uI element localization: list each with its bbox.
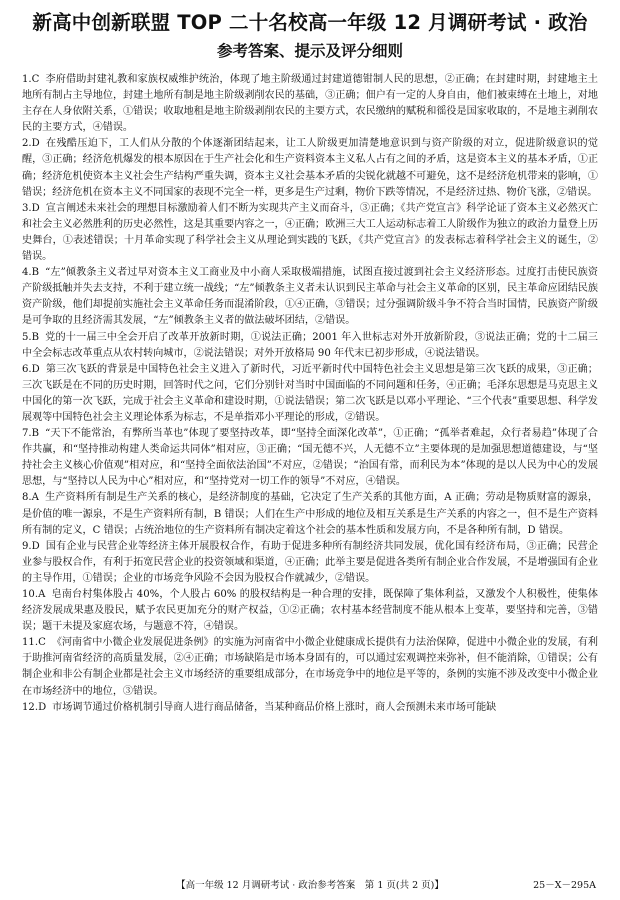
page-title: 新高中创新联盟 TOP 二十名校高一年级 12 月调研考试 · 政治 xyxy=(32,11,588,34)
answer-item-choice: D xyxy=(31,202,40,214)
answer-item-choice: B xyxy=(31,331,40,343)
answer-item-choice: D xyxy=(38,701,47,713)
answer-item-number: 12. xyxy=(22,701,39,713)
answer-item xyxy=(22,201,598,265)
answer-item-explanation: “左”倾教条主义者过早对资本主义工商业及中小商人采取极端措施，试图直接过渡到社会主义经济形态。过度打击使民族资产阶级抵触并失去支持，不利于建立统一战线；“左”倾教条主义者未认识到民主革命与社会主义革命的区别，民主革命应团结民族资产阶级，他们却提前实施社会主义革命任务而混淆阶段，①④正确，③错误；过分强调阶级斗争不符合当时国情，民族资产阶级是可争取的且经济需其发展，“左”倾教条主义者的做法破坏团结，②错误。 xyxy=(22,267,598,327)
answer-item-number: 4. xyxy=(22,267,32,279)
answer-item-explanation: 皂南台村集体股占 40%，个人股占 60% 的股权结构是一种合理的安排，既保障了集体利益，又激发个人积极性，使集体经济发展成果惠及股民，赋予农民更加充分的财产权益，①②正确；农村基本经营制度不能从根本上变革，要坚持和完善，③错误；题干未提及家庭农场，与题意不符，④错误。 xyxy=(22,589,598,633)
answer-item-number: 9. xyxy=(22,540,32,552)
answer-item-choice: C xyxy=(38,637,46,649)
answer-item xyxy=(22,426,598,490)
answer-item xyxy=(22,362,598,426)
answer-item-number: 8. xyxy=(22,492,32,504)
answer-item-explanation: 在残酷压迫下，工人们从分散的个体逐渐团结起来，让工人阶级更加清楚地意识到与资产阶级的对立，促进阶级意识的觉醒，③正确；经济危机爆发的根本原因在于生产社会化和生产资料资本主义私人占有之间的矛盾，这是资本主义的基本矛盾，①正确；经济危机使资本主义社会生产结构严重失调，资本主义社会基本矛盾的尖锐化就越不可避免，这不是经济危机带来的影响，①错误；经济危机在资本主义不同国家的表现不完全一样，更多是生产过剩，物价下跌等情况，不是经济过热、物价飞涨，②错误。 xyxy=(22,138,598,198)
page-subtitle: 参考答案、提示及评分细则 xyxy=(216,42,403,60)
answer-item-explanation: 第三次飞跃的背景是中国特色社会主义进入了新时代，习近平新时代中国特色社会主义思想是第三次飞跃的成果，③正确；三次飞跃是在不同的历史时期，回答时代之问，它们分别针对当时中国面临的不同问题和任务，④正确；毛泽东思想是马克思主义中国化的第一次飞跃，完成于社会主义革命和建设时期，①说法错误；第二次飞跃是以邓小平理论、“三个代表”重要思想、科学发展观等中国特色社会主义理论体系为标志，不是单指邓小平理论的形成，②错误。 xyxy=(22,363,598,423)
answer-item-choice: A xyxy=(38,589,46,600)
answer-item-explanation: 宣言阐述未来社会的理想目标激励着人们不断为实现共产主义而奋斗，③正确；《共产党宣言》科学论证了资本主义必然灭亡和社会主义必然胜利的历史必然性，这是其重要内容之一，④正确；欧洲三大工人运动标志着工人阶级作为独立的政治力量登上历史舞台，①表述错误；十月革命实现了科学社会主义从理论到实践的飞跃，《共产党宣言》的发表标志着科学社会主义的诞生，②错误。 xyxy=(22,202,598,263)
answer-item-explanation: 《河南省中小微企业发展促进条例》的实施为河南省中小微企业健康成长提供有力法治保障，促进中小微企业的发展，有利于助推河南省经济的高质量发展，②④正确；市场缺陷是市场本身固有的，可以通过宏观调控来弥补，但不能消除，①错误；公有制企业和非公有制企业都是社会主义市场经济的重要组成部分，在市场竞争中的地位是平等的，条例的实施不涉及改变中小微企业在市场经济中的地位，③错误。 xyxy=(22,637,598,697)
footer-page-info: 【高一年级 12 月调研考试 · 政治参考答案 第 1 页(共 2 页)】 xyxy=(176,880,444,891)
answer-list xyxy=(22,72,598,716)
answer-item xyxy=(22,587,598,635)
answer-item-number: 11. xyxy=(22,637,39,649)
answer-item-explanation: 生产资料所有制是生产关系的核心，是经济制度的基础，它决定了生产关系的其他方面，A 正确；劳动是物质财富的源泉，是价值的唯一源泉，不是生产资料所有制，B 错误；人们在生产中形成的地位及相互关系是生产关系的内容之一，但不是生产资料所有制的定义，C 错误；占统治地位的生产资料所有制决定着这个社会的基本性质和发展方向，不是各种所有制，D 错误。 xyxy=(22,492,598,536)
answer-item xyxy=(22,700,598,716)
answer-item-number: 10. xyxy=(22,589,39,600)
answer-item-choice: C xyxy=(31,74,40,85)
answer-item xyxy=(22,72,598,136)
answer-item xyxy=(22,265,598,329)
answer-item xyxy=(22,136,598,200)
answer-item-explanation: 国有企业与民营企业等经济主体开展股权合作，有助于促进多种所有制经济共同发展，优化国有经济布局，③正确；民营企业参与股权合作，有利于拓宽民营企业的投资领域和渠道，④正确；此举主要是促进各类所有制企业合作发展，不是增强国有企业的主导作用，①错误；企业的市场竞争风险不会因为股权合作就减少，②错误。 xyxy=(22,540,598,584)
answer-item-explanation: 李府借助封建礼教和家族权威维护统治，体现了地主阶级通过封建道德钳制人民的思想，②正确；在封建时期，封建地主土地所有制占主导地位，封建土地所有制是地主阶级剥削农民的基础，③正确；佃户有一定的人身自由，他们被束缚在土地上，对地主存在人身依附关系，①错误；收取地租是地主阶级剥削农民的主要方式，农民缴纳的赋税和徭役是国家收取的，不是地主剥削农民的主要方式，④错误。 xyxy=(22,74,598,134)
answer-item-number: 6. xyxy=(22,363,32,375)
answer-item-number: 5. xyxy=(22,331,32,343)
answer-item-choice: B xyxy=(31,428,40,440)
answer-item-choice: A xyxy=(31,492,39,504)
answer-item-explanation: “天下不能常治，有弊所当革也”体现了要坚持改革，即“坚持全面深化改革”，①正确；“孤举者难起，众行者易趋”体现了合作共赢，和“坚持推动构建人类命运共同体”相对应，③正确；“国无德不兴，人无德不立”主要体现的是加强思想道德建设，与“坚持社会主义核心价值观”相对应，和“坚持全面依法治国”不对应，②错误；“治国有常，而利民为本”体现的是以人民为中心的发展思想，与“坚持以人民为中心”相对应，和“坚持党对一切工作的领导”不对应，④错误。 xyxy=(22,428,598,488)
answer-item-number: 7. xyxy=(22,428,32,440)
answer-item-choice: D xyxy=(31,540,40,552)
answer-item-number: 3. xyxy=(22,202,32,214)
answer-item-explanation: 党的十一届三中全会开启了改革开放新时期，①说法正确；2001 年入世标志对外开放新阶段，③说法正确；党的十二届三中全会标志改革重点从农村转向城市，②说法错误；对外开放格局 90 年代末已初步形成，④说法错误。 xyxy=(22,331,598,359)
answer-item xyxy=(22,635,598,699)
answer-item-choice: D xyxy=(31,363,40,375)
answer-item-explanation: 市场调节通过价格机制引导商人进行商品储备，当某种商品价格上涨时，商人会预测未来市场可能缺 xyxy=(52,701,497,713)
answer-item xyxy=(22,490,598,538)
answer-item-choice: B xyxy=(31,267,40,279)
answer-item-number: 2. xyxy=(22,138,32,150)
answer-item-number: 1. xyxy=(22,74,32,85)
answer-item xyxy=(22,539,598,587)
footer-doc-code: 25－X－295A xyxy=(533,880,596,891)
answer-item xyxy=(22,330,598,362)
answer-item-choice: D xyxy=(31,138,40,150)
